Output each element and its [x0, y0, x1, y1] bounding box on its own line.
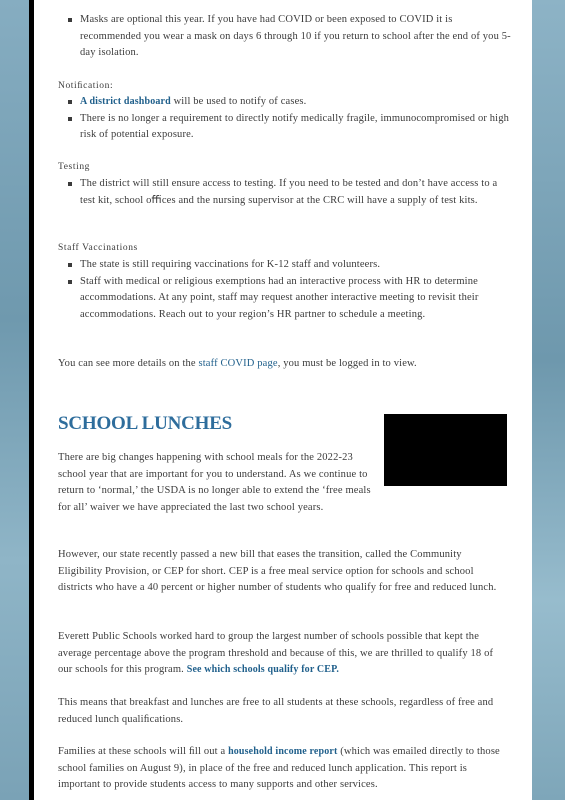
more-details-text-end: , you must be logged in to view.: [277, 358, 417, 369]
notification-heading: Notiﬁcation:: [58, 81, 114, 91]
lunches-paragraph-2: However, our state recently passed a new bill that eases the transition, called the Community Eligibility Provision, or CEP for short. CEP is a free meal service option for schools and school districts who have a 40 percent or higher number of students who qualify for free and reduced lunch.: [58, 549, 497, 593]
testing-heading: Testing: [58, 162, 91, 172]
school-lunches-title: SCHOOL LUNCHES: [58, 413, 233, 434]
testing-list: [58, 176, 512, 209]
staff-vaccinations-list: [58, 257, 512, 323]
list-item: There is no longer a requirement to directly notify medically fragile, immunocompromised or high risk of potential exposure.: [80, 111, 512, 144]
notification-list: [58, 94, 512, 144]
page-background-right: [532, 0, 565, 800]
lunches-paragraph-5-text: Families at these schools will ﬁll out a: [58, 746, 229, 757]
lunches-paragraph-5-text-end: (which was emailed directly to those school families on August 9), in place of the free and reduced lunch application. This report is important to provide students access to many supports and other services.: [58, 746, 500, 790]
lunches-paragraph-4: This means that breakfast and lunches are free to all students at these schools, regardless of free and reduced lunch qualiﬁcations.: [58, 697, 494, 725]
list-item: Masks are optional this year. If you have had COVID or been exposed to COVID it is recommended you wear a mask on days 6 through 10 if you return to school after the end of you 5-day isolation.: [80, 12, 512, 62]
newsletter-content: [34, 0, 532, 800]
lunches-paragraph-1: There are big changes happening with school meals for the 2022-23 school year that are important for you to understand. As we continue to return to ‘normal,’ the USDA is no longer able to extend the ‘free meals for all’ waiver we have appreciated the last two school years.: [58, 452, 371, 513]
district-dashboard-link[interactable]: A district dashboard: [80, 96, 171, 107]
list-item: [80, 94, 512, 111]
lunches-paragraph-5: [58, 744, 508, 794]
staff-vaccinations-heading: Staff Vaccinations: [58, 243, 138, 253]
mask-bullet-list: [58, 12, 512, 62]
list-item: The state is still requiring vaccinations for K-12 staff and volunteers.: [80, 257, 512, 274]
lunches-paragraph-3: [58, 629, 508, 679]
more-details-paragraph: [58, 356, 508, 373]
list-item: The district will still ensure access to testing. If you need to be tested and don’t have access to a test kit, school oﬃces and the nursing supervisor at the CRC will have a supply of test kits.: [80, 176, 512, 209]
list-item-text: will be used to notify of cases.: [170, 96, 307, 107]
list-item: Staff with medical or religious exemptions had an interactive process with HR to determine accommodations. At any point, staff may request another interactive meeting to revisit their accommodations. Reach out to your region’s HR partner to schedule a meeting.: [80, 274, 512, 324]
staff-covid-page-link[interactable]: staff COVID page: [198, 358, 278, 369]
cep-schools-link[interactable]: See which schools qualify for CEP.: [186, 664, 340, 675]
lunch-image: [384, 414, 507, 486]
lunches-paragraph-3-text: Everett Public Schools worked hard to group the largest number of schools possible that kept the average percentage above the program threshold and because of this, we are thrilled to qualify 18 of our schools for this program.: [58, 631, 494, 675]
more-details-text: You can see more details on the: [58, 358, 199, 369]
household-income-report-link[interactable]: household income report: [228, 746, 338, 757]
